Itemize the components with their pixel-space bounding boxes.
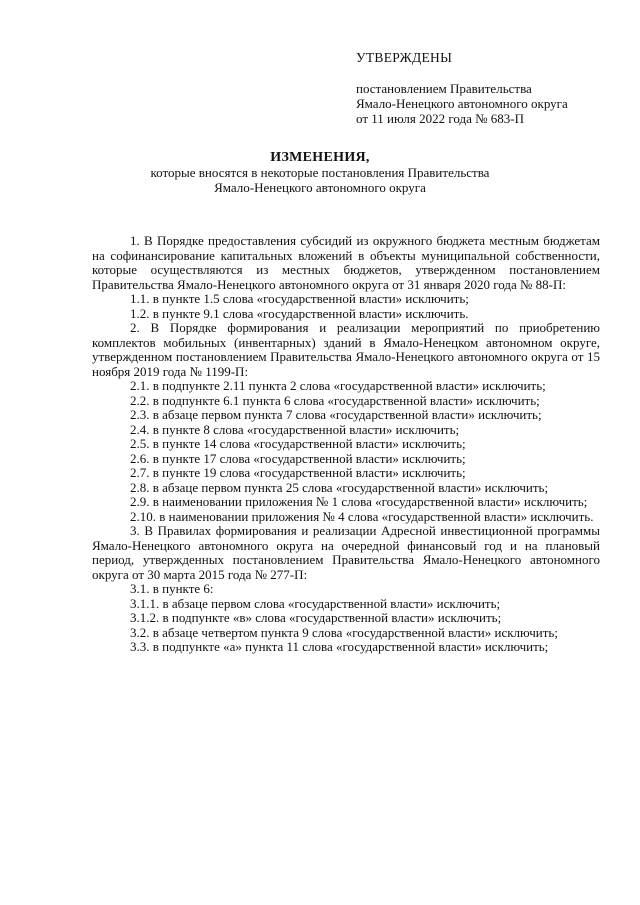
paragraph: 2.9. в наименовании приложения № 1 слова «государственной власти» исключить; [130,494,588,509]
paragraph: 2.4. в пункте 8 слова «государственной власти» исключить; [130,421,460,437]
paragraph: 2.10. в наименовании приложения № 4 слова «государственной власти» исключить. [130,508,594,524]
approval-line-2: Ямало-Ненецкого автономного округа [356,96,568,111]
approval-block [356,50,626,126]
document-subtitle-line-1: которые вносятся в некоторые постановления Правительства [150,165,490,180]
paragraph: 3. В Правилах формирования и реализации Адресной инвестиционной программы Ямало-Ненецкого автономного округа на очередной финансовый год и на плановый период, утвержденных постановлением Правительства Ямало-Ненецкого автономного округа от 30 марта 2015 года № 277-П: [92,523,600,582]
paragraph: 3.3. в подпункте «а» пункта 11 слова «государственной власти» исключить; [130,639,549,654]
paragraph: 2. В Порядке формирования и реализации мероприятий по приобретению комплектов мобильных (инвентарных) зданий в Ямало-Ненецком автономном округе, утвержденном постановлением Правительства Ямало-Ненецкого автономного округа от 15 ноября 2019 года № 1199-П: [92,320,600,379]
paragraph: 2.5. в пункте 14 слова «государственной власти» исключить; [130,436,466,451]
paragraph: 1. В Порядке предоставления субсидий из окружного бюджета местным бюджетам на софинансирование капитальных вложений в объекты муниципальной собственности, которые осуществляются из местных бюджетов, утвержденном постановлением Правительства Ямало-Ненецкого автономного округа от 31 января 2020 года № 88-П: [92,233,600,292]
paragraph: 2.1. в подпункте 2.11 пункта 2 слова «государственной власти» исключить; [130,378,546,393]
approval-line-1: постановлением Правительства [356,81,532,96]
paragraph: 2.3. в абзаце первом пункта 7 слова «государственной власти» исключить; [130,407,542,422]
document-heading [0,150,640,195]
approval-stamp: УТВЕРЖДЕНЫ [356,50,453,65]
paragraph: 3.1.1. в абзаце первом слова «государственной власти» исключить; [130,595,501,611]
paragraph: 3.1. в пункте 6: [130,581,214,596]
paragraph: 2.6. в пункте 17 слова «государственной власти» исключить; [130,450,466,466]
paragraph: 3.1.2. в подпункте «в» слова «государственной власти» исключить; [130,610,502,625]
document-body [92,234,600,655]
paragraph: 2.8. в абзаце первом пункта 25 слова «государственной власти» исключить; [130,479,549,495]
paragraph: 3.2. в абзаце четвертом пункта 9 слова «государственной власти» исключить; [130,624,558,640]
paragraph: 2.7. в пункте 19 слова «государственной власти» исключить; [130,465,466,480]
approval-line-3: от 11 июля 2022 года № 683-П [356,111,524,126]
document-subtitle-line-2: Ямало-Ненецкого автономного округа [214,180,426,195]
paragraph: 1.1. в пункте 1.5 слова «государственной власти» исключить; [130,291,469,306]
paragraph: 2.2. в подпункте 6.1 пункта 6 слова «государственной власти» исключить; [130,392,540,408]
document-title: ИЗМЕНЕНИЯ, [270,150,370,165]
paragraph: 1.2. в пункте 9.1 слова «государственной власти» исключить. [130,305,469,321]
